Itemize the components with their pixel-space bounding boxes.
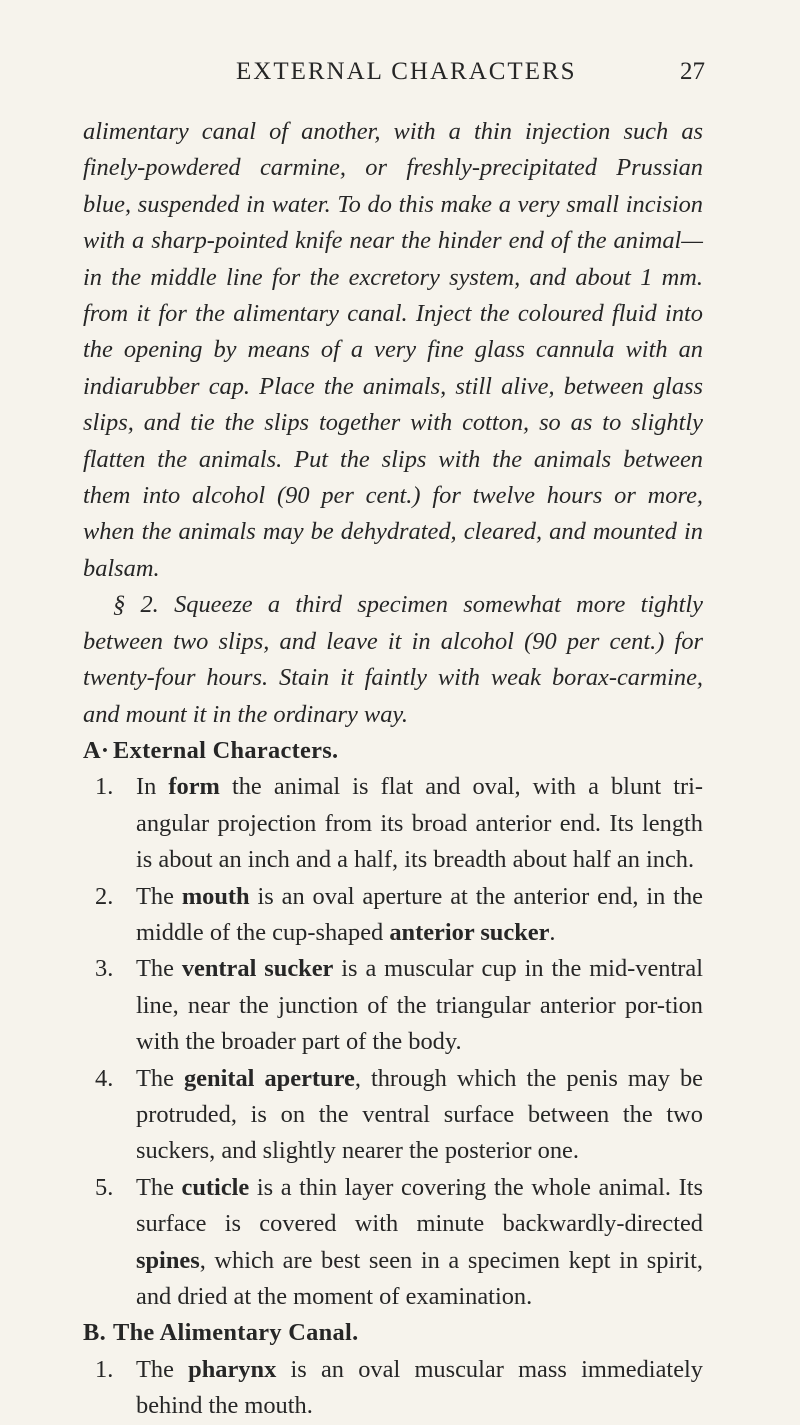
item-text: , which are best seen in a specimen kept in spirit, and dried at the moment of examination.: [136, 1246, 703, 1310]
item-text: is an oval aperture at the anterior end, in the middle of the cup-shaped: [136, 882, 703, 946]
item-keyword: ventral sucker: [181, 955, 334, 983]
item-text: The: [136, 955, 182, 983]
list-item: [83, 1352, 703, 1425]
item-keyword: anterior sucker: [389, 918, 550, 946]
item-number: 4.: [95, 1064, 114, 1092]
item-text: the animal is flat and oval, with a blunt tri-angular projection from its broad anterior end. Its length is about an inch and a half, its breadth about half an inch.: [136, 773, 703, 874]
item-keyword: spines: [136, 1246, 200, 1274]
list-item: [83, 879, 703, 952]
running-head: [0, 58, 800, 98]
item-number: 3.: [95, 955, 114, 983]
item-text: The: [136, 1355, 189, 1383]
item-text: , through which the penis may be protruded, is on the ventral surface between the two suckers, and slightly nearer the posterior one.: [136, 1064, 703, 1165]
section-a-title: External Characters.: [113, 736, 339, 764]
item-keyword: pharynx: [188, 1355, 277, 1383]
item-number: 2.: [95, 882, 114, 910]
list-item: [83, 769, 703, 878]
list-item: [83, 1170, 703, 1316]
list-item: [83, 1061, 703, 1170]
list-item: [83, 951, 703, 1060]
item-keyword: form: [168, 773, 220, 801]
item-text: The: [136, 1173, 182, 1201]
item-text: The: [136, 1064, 184, 1092]
item-keyword: mouth: [181, 882, 250, 910]
page-number: 27: [680, 58, 705, 85]
section-b-label: B.: [83, 1319, 106, 1347]
section-b-heading: [83, 1315, 703, 1351]
item-number: 5.: [95, 1173, 114, 1201]
item-keyword: cuticle: [181, 1173, 250, 1201]
page-body: [83, 114, 703, 1425]
intro-paragraph: alimentary canal of another, with a thin injection such as finely-powdered carmine, or freshly-precipitated Prussian blue, suspended in water. To do this make a very small incision with a sharp-pointed knife near the hinder end of the animal—in the middle line for the excretory system, and about 1 mm. from it for the alimentary canal. Inject the coloured fluid into the opening by means of a very fine glass cannula with an indiarubber cap. Place the animals, still alive, between glass slips, and tie the slips together with cotton, so as to slightly flatten the animals. Put the slips with the animals between them into alcohol (90 per cent.) for twelve hours or more, when the animals may be dehydrated, cleared, and mounted in balsam.: [83, 118, 703, 582]
item-text: .: [549, 918, 556, 946]
section-a-list: [83, 769, 703, 1315]
item-text: is a thin layer covering the whole animal. Its surface is covered with minute backwardly-directed: [136, 1173, 703, 1238]
section-2-paragraph: § 2. Squeeze a third specimen somewhat more tightly between two slips, and leave it in alcohol (90 per cent.) for twenty-four hours. Stain it faintly with weak borax-carmine, and mount it in the ordinary way.: [83, 591, 703, 728]
item-text: In: [136, 773, 169, 801]
item-text: The: [136, 882, 182, 910]
running-head-title: EXTERNAL CHARACTERS: [236, 58, 577, 85]
section-b-list: [83, 1352, 703, 1425]
item-text: is a muscular cup in the mid-ventral line, near the junction of the triangular anterior por-tion with the broader part of the body.: [136, 955, 703, 1056]
section-b-title: The Alimentary Canal.: [113, 1319, 359, 1347]
item-number: 1.: [95, 773, 114, 801]
section-a-label: A·: [83, 736, 110, 764]
section-a-heading: [83, 733, 703, 769]
item-keyword: genital aperture: [183, 1064, 355, 1092]
item-number: 1.: [95, 1355, 114, 1383]
item-text: is an oval muscular mass immediately behind the mouth.: [136, 1355, 703, 1420]
